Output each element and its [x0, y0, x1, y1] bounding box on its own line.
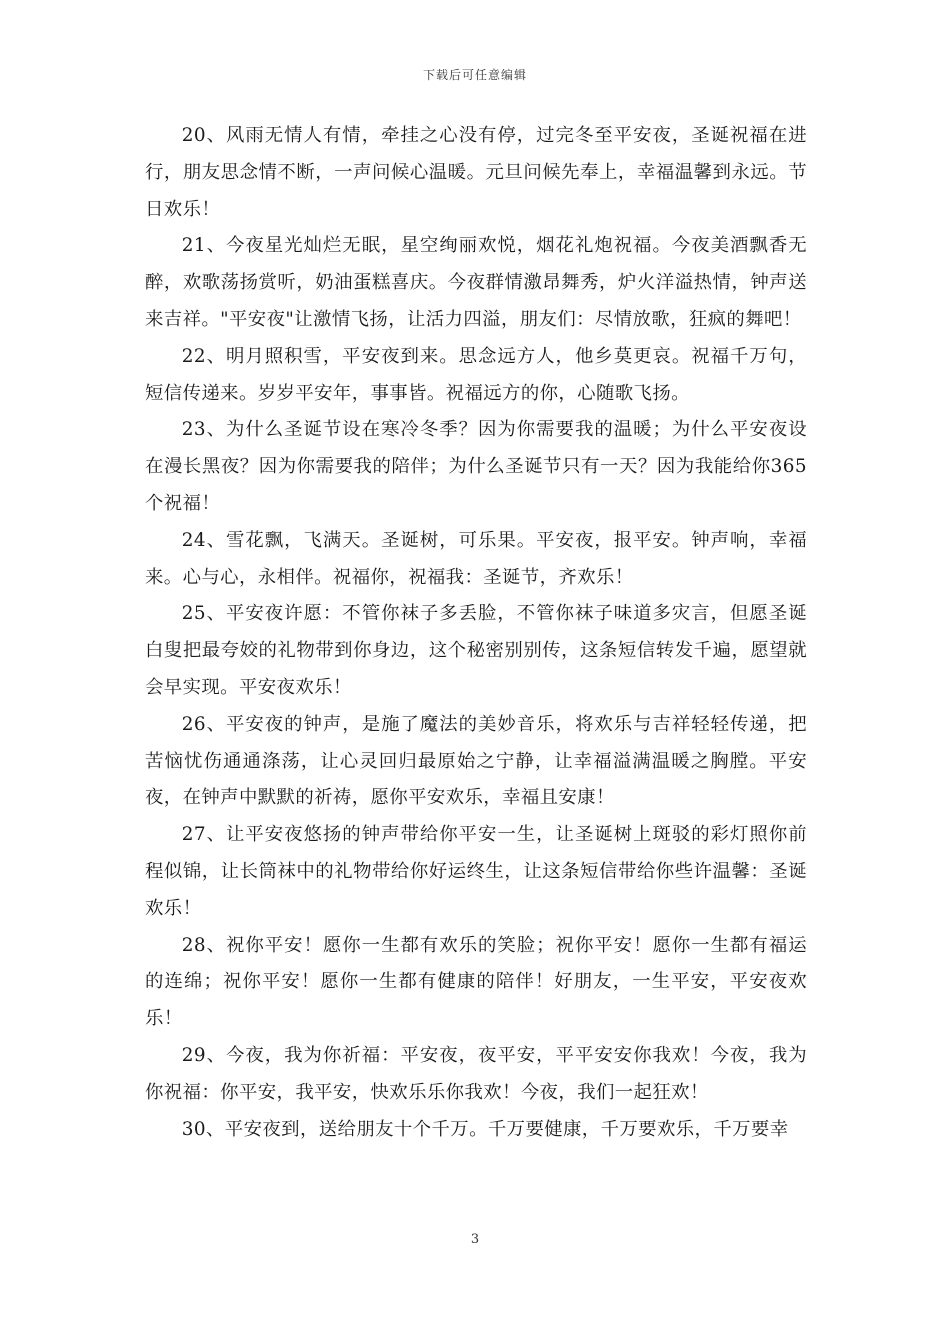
paragraph-28: 28、祝你平安！愿你一生都有欢乐的笑脸；祝你平安！愿你一生都有福运的连绵；祝你平安！愿你一生都有健康的陪伴！好朋友，一生平安，平安夜欢乐！	[145, 934, 807, 1030]
paragraph-26: 26、平安夜的钟声，是施了魔法的美妙音乐，将欢乐与吉祥轻轻传递，把苦恼忧伤通通涤荡，让心灵回归最原始之宁静，让幸福溢满温暖之胸膛。平安夜，在钟声中默默的祈祷，愿你平安欢乐，幸福且安康！	[145, 713, 807, 809]
paragraph-23: 23、为什么圣诞节设在寒冷冬季？因为你需要我的温暖；为什么平安夜设在漫长黑夜？因为你需要我的陪伴；为什么圣诞节只有一天？因为我能给你365个祝福！	[145, 419, 807, 514]
paragraph-27: 27、让平安夜悠扬的钟声带给你平安一生，让圣诞树上斑驳的彩灯照你前程似锦，让长筒袜中的礼物带给你好运终生，让这条短信带给你些许温馨：圣诞欢乐！	[145, 824, 807, 919]
paragraph-29: 29、今夜，我为你祈福：平安夜，夜平安，平平安安你我欢！今夜，我为你祝福：你平安，我平安，快欢乐乐你我欢！今夜，我们一起狂欢！	[145, 1044, 807, 1103]
paragraph-21: 21、今夜星光灿烂无眠，星空绚丽欢悦，烟花礼炮祝福。今夜美酒飘香无醉，欢歌荡扬赏听，奶油蛋糕喜庆。今夜群情激昂舞秀，炉火洋溢热情，钟声送来吉祥。"平安夜"让激情飞扬，让活力四溢，朋友们：尽情放歌，狂疯的舞吧！	[145, 235, 807, 330]
paragraph-20: 20、风雨无情人有情，牵挂之心没有停，过完冬至平安夜，圣诞祝福在进行，朋友思念情不断，一声问候心温暖。元旦问候先奉上，幸福温馨到永远。节日欢乐！	[145, 125, 807, 220]
paragraph-25: 25、平安夜许愿：不管你袜子多丢脸，不管你袜子味道多灾言，但愿圣诞白叟把最夸姣的礼物带到你身边，这个秘密别别传，这条短信转发千遍，愿望就会早实现。平安夜欢乐！	[145, 603, 807, 698]
page-number: 3	[470, 1232, 480, 1247]
page-header: 下载后可任意编辑	[422, 68, 527, 82]
paragraph-24: 24、雪花飘，飞满天。圣诞树，可乐果。平安夜，报平安。钟声响，幸福来。心与心，永相伴。祝福你，祝福我：圣诞节，齐欢乐！	[145, 529, 807, 588]
paragraph-30: 30、平安夜到，送给朋友十个千万。千万要健康，千万要欢乐，千万要幸	[181, 1118, 789, 1140]
paragraph-22: 22、明月照积雪，平安夜到来。思念远方人，他乡莫更哀。祝福千万句，短信传递来。岁岁平安年，事事皆。祝福远方的你，心随歌飞扬。	[145, 345, 807, 404]
document-body	[145, 118, 807, 1148]
